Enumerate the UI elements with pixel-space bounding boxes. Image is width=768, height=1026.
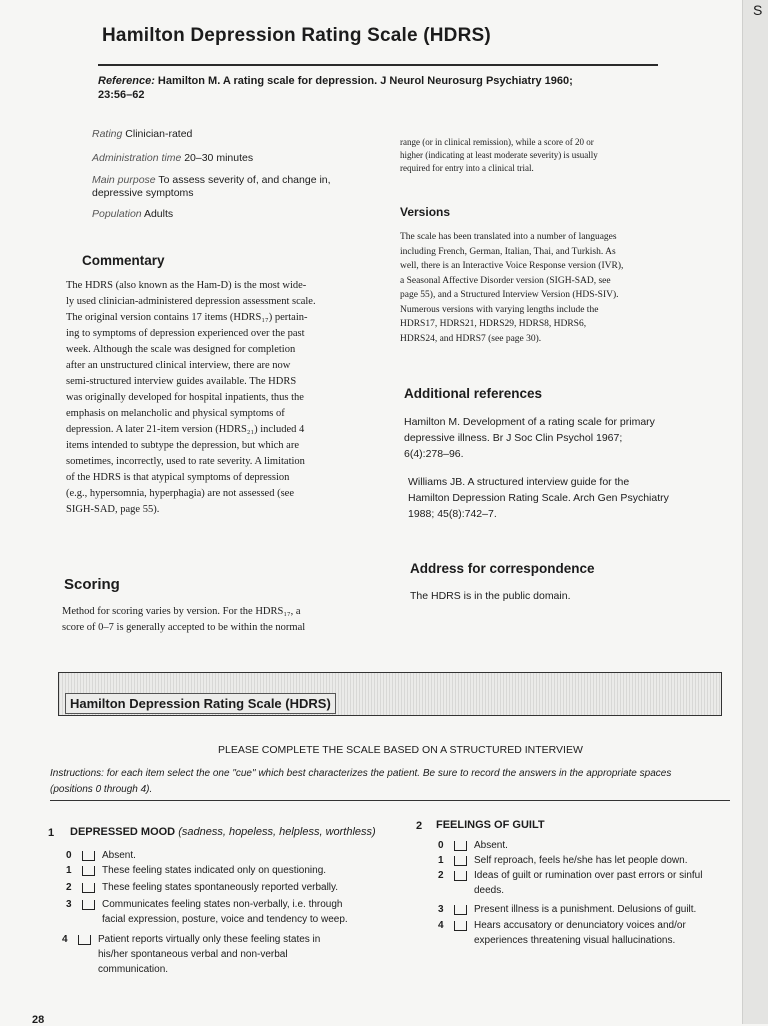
form-title-box (58, 672, 722, 716)
item2-title: FEELINGS OF GUILT (436, 819, 545, 831)
versions-text (400, 230, 720, 346)
text-line: Instructions: for each item select the one "cue" which best characterizes the patient. Be sure to record the answers in the appropriate spaces (50, 768, 672, 779)
page-title: Hamilton Depression Rating Scale (HDRS) (102, 25, 491, 46)
checkbox[interactable] (82, 883, 95, 893)
text-line: The HDRS (also known as the Ham-D) is the most wide- (66, 280, 307, 291)
meta-label: Population (92, 208, 142, 220)
option-number: 1 (438, 855, 444, 866)
text-line: Method for scoring varies by version. For the HDRS₁₇, a (62, 606, 301, 617)
item1-subtitle: (sadness, hopeless, helpless, worthless) (178, 826, 376, 838)
checkbox[interactable] (82, 900, 95, 910)
text-line: HDRS24, and HDRS7 (see page 30). (400, 333, 542, 344)
form-directive: PLEASE COMPLETE THE SCALE BASED ON A STRUCTURED INTERVIEW (218, 744, 583, 756)
meta-label: Main purpose (92, 174, 156, 186)
text-line: (e.g., hypersomnia, hyperphagia) are not assessed (see (66, 488, 295, 499)
option-number: 3 (438, 904, 444, 915)
option-number: 0 (66, 850, 72, 861)
item1-title (70, 826, 376, 838)
option-text (474, 918, 686, 948)
reference-line1: Hamilton M. A rating scale for depression. J Neurol Neurosurg Psychiatry 1960; (157, 75, 573, 87)
option-text: Present illness is a punishment. Delusions of guilt. (474, 904, 697, 915)
text-line: The scale has been translated into a number of languages (400, 232, 617, 242)
option-number: 4 (62, 934, 68, 945)
instructions-divider (50, 800, 730, 801)
text-line: well, there is an Interactive Voice Response version (IVR), (400, 261, 624, 271)
text-line: items intended to subtype the depression, but which are (66, 440, 299, 451)
option-number: 0 (438, 840, 444, 851)
reference-entry (408, 474, 728, 522)
text-line: deeds. (474, 885, 505, 896)
text-line: ing to symptoms of depression experienced over the past (66, 328, 305, 339)
commentary-heading: Commentary (82, 253, 165, 268)
checkbox[interactable] (454, 871, 467, 881)
option-text: These feeling states indicated only on questioning. (102, 865, 327, 876)
option-text (474, 868, 702, 898)
page-number: 28 (32, 1014, 45, 1026)
option-number: 2 (438, 870, 444, 881)
text-line: score of 0–7 is generally accepted to be within the normal (62, 622, 306, 633)
checkbox[interactable] (454, 856, 467, 866)
item1-number: 1 (48, 827, 55, 839)
correspondence-heading: Address for correspondence (410, 561, 595, 576)
text-line: Hears accusatory or denunciatory voices and/or (474, 920, 686, 931)
text-line: Hamilton M. Development of a rating scale for primary (404, 416, 655, 428)
text-line: Ideas of guilt or rumination over past errors or sinful (474, 870, 703, 881)
meta-rating (92, 128, 192, 141)
text-line: Numerous versions with varying lengths include the (400, 304, 599, 315)
checkbox[interactable] (82, 851, 95, 861)
text-line: including French, German, Italian, Thai, and Turkish. As (400, 246, 616, 257)
text-line: Communicates feeling states non-verbally, i.e. through (102, 899, 343, 910)
meta-value: Clinician-rated (125, 128, 193, 140)
text-line: required for entry into a clinical trial. (400, 163, 534, 173)
additional-references-heading: Additional references (404, 386, 543, 401)
checkbox[interactable] (454, 905, 467, 915)
text-line: SIGH-SAD, page 55). (66, 504, 160, 515)
text-line: page 55), and a Structured Interview Version (HDS-SIV). (400, 290, 619, 300)
text-line: depressive illness. Br J Soc Clin Psychol 1967; (404, 432, 623, 444)
text-line: 6(4):278–96. (404, 448, 464, 460)
scoring-text (62, 604, 402, 636)
text-line: Williams JB. A structured interview guide for the (408, 476, 630, 488)
meta-label: Rating (92, 128, 123, 140)
meta-value: To assess severity of, and change in, depressive symptoms (92, 174, 331, 199)
meta-value: Adults (143, 208, 174, 220)
text-line: The original version contains 17 items (HDRS₁₇) pertain- (66, 312, 308, 323)
edge-letter: S (753, 2, 763, 18)
correspondence-text: The HDRS is in the public domain. (410, 590, 571, 602)
text-line: HDRS17, HDRS21, HDRS29, HDRS8, HDRS6, (400, 319, 587, 329)
text-line: experiences threatening visual hallucinations. (474, 935, 676, 946)
reference (98, 74, 658, 102)
text-line: higher (indicating at least moderate severity) is usually (400, 150, 598, 160)
text-line: emphasis on melancholic and physical symptoms of (66, 408, 285, 419)
option-number: 4 (438, 920, 444, 931)
reference-label: Reference: (98, 75, 155, 87)
item2-number: 2 (416, 820, 423, 832)
option-number: 1 (66, 865, 72, 876)
text-line: depression. A later 21-item version (HDRS₂₁) included 4 (66, 424, 305, 435)
option-text: Absent. (474, 840, 508, 851)
meta-population (92, 208, 173, 221)
text-line: of the HDRS is that atypical symptoms of depression (66, 472, 290, 483)
scoring-heading: Scoring (64, 576, 120, 593)
item1-title-text: DEPRESSED MOOD (70, 826, 176, 838)
text-line: range (or in clinical remission), while a score of 20 or (400, 137, 594, 147)
text-line: sometimes, incorrectly, used to rate severity. A limitation (66, 456, 305, 467)
checkbox[interactable] (454, 921, 467, 931)
checkbox[interactable] (454, 841, 467, 851)
option-text (102, 897, 348, 927)
text-line: (positions 0 through 4). (50, 784, 153, 795)
text-line: communication. (98, 964, 169, 975)
reference-entry (404, 414, 724, 462)
text-line: 1988; 45(8):742–7. (408, 508, 497, 520)
meta-label: Administration time (92, 152, 182, 164)
adjacent-page-edge (742, 0, 768, 1024)
text-line: Patient reports virtually only these feeling states in (98, 934, 321, 945)
title-divider (98, 64, 658, 66)
meta-value: 20–30 minutes (184, 152, 254, 164)
text-line: a Seasonal Affective Disorder version (SIGH-SAD, see (400, 275, 611, 286)
text-line: ly used clinician-administered depression assessment scale. (66, 296, 316, 307)
form-instructions (50, 766, 730, 798)
checkbox[interactable] (78, 935, 91, 945)
text-line: week. Although the scale was designed for completion (66, 344, 296, 355)
text-line: Hamilton Depression Rating Scale. Arch Gen Psychiatry (408, 492, 669, 504)
option-number: 3 (66, 899, 72, 910)
option-text: These feeling states spontaneously reported verbally. (102, 882, 339, 893)
meta-main-purpose (92, 174, 382, 200)
text-line: was originally developed for hospital inpatients, thus the (66, 392, 304, 403)
option-text: Self reproach, feels he/she has let people down. (474, 855, 688, 866)
commentary-text (66, 278, 396, 518)
reference-line2: 23:56–62 (98, 89, 145, 101)
meta-admin-time (92, 152, 253, 165)
option-text: Absent. (102, 850, 136, 861)
scoring-continued (400, 136, 720, 175)
option-text (98, 932, 320, 977)
option-number: 2 (66, 882, 72, 893)
text-line: facial expression, posture, voice and tendency to weep. (102, 914, 348, 925)
versions-heading: Versions (400, 205, 451, 219)
text-line: his/her spontaneous verbal and non-verbal (98, 949, 288, 960)
text-line: after an unstructured clinical interview, there are now (66, 360, 291, 371)
form-title: Hamilton Depression Rating Scale (HDRS) (65, 693, 336, 714)
text-line: semi-structured interview guides available. The HDRS (66, 376, 297, 387)
checkbox[interactable] (82, 866, 95, 876)
